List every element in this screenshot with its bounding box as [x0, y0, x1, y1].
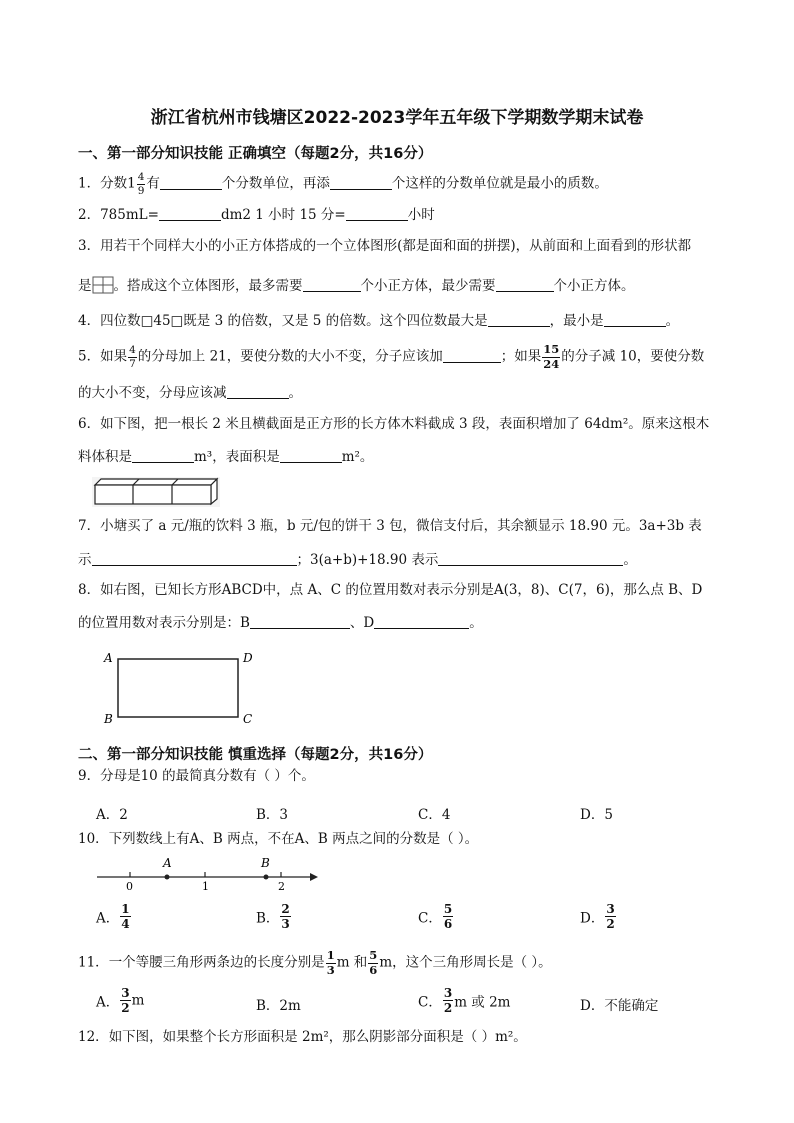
q11-number: 11．	[78, 954, 109, 971]
q8-blank-d[interactable]	[374, 615, 469, 629]
q10-option-b[interactable]: B． $\frac{2}{3}$	[256, 902, 290, 931]
question-9	[78, 770, 315, 784]
q5-text-3: ；如果	[500, 348, 542, 365]
q8-rectangle-figure	[100, 647, 260, 727]
q9-option-b[interactable]: B．3	[256, 807, 289, 823]
q4-text-2: ，最小是	[549, 313, 604, 329]
q1-fraction: $\frac{4}{9}$	[137, 171, 145, 197]
q5-fraction-2: $\frac{15}{24}$	[543, 342, 560, 371]
q9-text: 分母是10 的最简真分数有（ ）个。	[100, 768, 315, 784]
q11-fraction-1: $\frac{1}{3}$	[326, 948, 335, 977]
q10-option-c[interactable]: C． $\frac{5}{6}$	[418, 902, 453, 931]
question-6-line-2	[78, 449, 373, 465]
question-11	[78, 950, 552, 976]
q7-number: 7．	[78, 518, 101, 534]
q7-blank-1[interactable]	[92, 552, 297, 566]
q11-option-a[interactable]: A． $\frac{3}{2}$ m	[96, 986, 145, 1015]
label-c: C	[243, 712, 253, 726]
q1-blank-2[interactable]	[330, 176, 392, 190]
q3-grid-shape-icon	[92, 276, 114, 294]
q10-number: 10．	[78, 831, 109, 847]
q7-blank-2[interactable]	[438, 552, 623, 566]
q4-text-1: 四位数□45□既是 3 的倍数，又是 5 的倍数。这个四位数最大是	[100, 313, 488, 329]
question-8-line-2	[78, 615, 483, 631]
exam-title: 浙江省杭州市钱塘区2022-2023学年五年级下学期数学期末试卷	[150, 108, 644, 128]
q2-number: 2．	[78, 207, 101, 223]
question-4	[78, 313, 679, 329]
label-b: B	[104, 712, 113, 726]
question-7-line-2	[78, 552, 637, 568]
q7-text-1: 示	[78, 552, 92, 568]
q6-text-line-1: 如下图，把一根长 2 米且横截面是正方形的长方体木料截成 3 段，表面积增加了 64dm²。原来这根木	[100, 416, 710, 432]
q2-text-1: 785mL=	[100, 207, 159, 223]
q6-number: 6．	[78, 416, 101, 432]
q1-text-1: 分数	[100, 175, 128, 192]
q6-blank-2[interactable]	[280, 449, 342, 463]
q3-text-3: 个小正方体，最少需要	[360, 278, 496, 294]
question-6-line-1	[78, 418, 709, 432]
point-b	[264, 875, 269, 880]
q4-blank-1[interactable]	[488, 313, 550, 327]
q2-text-2: dm2 1 小时 15 分=	[220, 207, 346, 223]
q3-blank-1[interactable]	[303, 278, 361, 292]
q1-number: 1．	[78, 175, 101, 192]
q11-option-c[interactable]: C． $\frac{3}{2}$ m 或 2m	[418, 986, 511, 1015]
question-7-line-1	[78, 520, 702, 534]
question-1	[78, 172, 608, 196]
q10-text: 下列数线上有A、B 两点，不在A、B 两点之间的分数是（ ）。	[108, 831, 479, 847]
q1-text-2: 有	[146, 175, 160, 192]
q7-text-line-1: 小塘买了 a 元/瓶的饮料 3 瓶，b 元/包的饼干 3 包，微信支付后，其余额显示 18.90 元。3a+3b 表	[100, 518, 702, 534]
q5-text-1: 如果	[100, 348, 128, 365]
q12-text: 如下图，如果整个长方形面积是 2m²，那么阴影部分面积是（ ）m²。	[108, 1029, 527, 1045]
q6-blank-1[interactable]	[132, 449, 194, 463]
tick-label-2: 2	[278, 880, 285, 893]
question-3-line-1	[78, 240, 691, 254]
q7-text-3: 。	[623, 552, 637, 568]
q4-blank-2[interactable]	[604, 313, 666, 327]
q1-text-3: 个分数单位，再添	[221, 175, 330, 192]
q10-option-a[interactable]: A． $\frac{1}{4}$	[96, 902, 130, 931]
q9-number: 9．	[78, 768, 101, 784]
q9-option-a[interactable]: A．2	[96, 807, 128, 823]
q6-text-3: m²。	[341, 449, 374, 465]
section-2-heading: 二、第一部分知识技能 慎重选择（每题2分，共16分）	[78, 747, 433, 763]
point-a-label: A	[163, 856, 172, 870]
q5-fraction-1: $\frac{4}{7}$	[129, 344, 136, 370]
q1-mixed-whole: 1	[127, 175, 136, 192]
q6-text-2: m³，表面积是	[194, 449, 280, 465]
question-8-line-1	[78, 584, 702, 598]
question-10	[78, 833, 478, 847]
q9-option-d[interactable]: D．5	[580, 807, 613, 823]
q11-text-1: 一个等腰三角形两条边的长度分别是	[108, 954, 325, 971]
q11-option-b[interactable]: B．2m	[256, 998, 301, 1014]
q2-blank-1[interactable]	[159, 207, 221, 221]
number-line-arrow-icon	[310, 873, 318, 881]
point-a	[165, 875, 170, 880]
q8-blank-b[interactable]	[250, 615, 350, 629]
q11-text-2: m 和	[336, 954, 368, 971]
q6-text-1: 料体积是	[78, 449, 132, 465]
tick-label-0: 0	[126, 880, 133, 893]
q3-text-4: 个小正方体。	[553, 278, 635, 294]
q8-text-1: 的位置用数对表示分别是：B	[78, 615, 250, 631]
question-3-line-2	[78, 276, 635, 294]
q5-blank-2[interactable]	[227, 385, 289, 399]
q10-number-line	[92, 855, 322, 895]
q2-blank-2[interactable]	[346, 207, 408, 221]
question-5-line-2	[78, 385, 302, 401]
q8-text-line-1: 如右图，已知长方形ABCD中，点 A、C 的位置用数对表示分别是A(3，8)、C(7，6)，那么点 B、D	[100, 582, 703, 598]
q9-option-c[interactable]: C．4	[418, 807, 451, 823]
q3-blank-2[interactable]	[496, 278, 554, 292]
point-b-label: B	[261, 856, 270, 870]
q5-blank-1[interactable]	[443, 349, 501, 363]
question-12	[78, 1031, 527, 1045]
section-1-heading: 一、第一部分知识技能 正确填空（每题2分，共16分）	[78, 146, 433, 162]
q8-text-2: 、D	[349, 615, 375, 631]
q1-blank-1[interactable]	[160, 176, 222, 190]
q5-text-4: 的分子减 10，要使分数	[561, 348, 705, 365]
q7-text-2: ；3(a+b)+18.90 表示	[296, 552, 439, 568]
label-a: A	[104, 651, 113, 665]
q10-option-d[interactable]: D． $\frac{3}{2}$	[580, 902, 615, 931]
rectangle-abcd	[118, 659, 238, 717]
q3-number: 3．	[78, 238, 101, 254]
q5-text-6: 。	[288, 385, 302, 401]
q8-text-3: 。	[469, 615, 483, 631]
tick-label-1: 1	[202, 880, 209, 893]
question-2	[78, 207, 435, 223]
q4-number: 4．	[78, 313, 101, 329]
q5-text-5: 的大小不变，分母应该减	[78, 385, 227, 401]
q4-text-3: 。	[665, 313, 680, 329]
q3-text-line-1: 用若干个同样大小的小正方体搭成的一个立体图形(都是面和面的拼摆)，从前面和上面看到的形状都	[100, 238, 692, 254]
q6-wood-beam-figure	[92, 477, 220, 507]
q8-number: 8．	[78, 582, 101, 598]
q1-text-4: 个这样的分数单位就是最小的质数。	[391, 175, 608, 192]
q12-number: 12．	[78, 1029, 109, 1045]
q11-fraction-2: $\frac{5}{6}$	[369, 948, 378, 977]
q3-text-2: 。搭成这个立体图形，最多需要	[113, 278, 303, 294]
q2-text-3: 小时	[407, 207, 435, 223]
question-5-line-1	[78, 344, 704, 370]
q5-text-2: 的分母加上 21，要使分数的大小不变，分子应该加	[137, 348, 443, 365]
q11-text-3: m，这个三角形周长是（ ）。	[379, 954, 552, 971]
q3-text-1: 是	[78, 278, 92, 294]
q11-option-d[interactable]: D．不能确定	[580, 998, 659, 1014]
q5-number: 5．	[78, 348, 101, 365]
label-d: D	[243, 651, 253, 665]
